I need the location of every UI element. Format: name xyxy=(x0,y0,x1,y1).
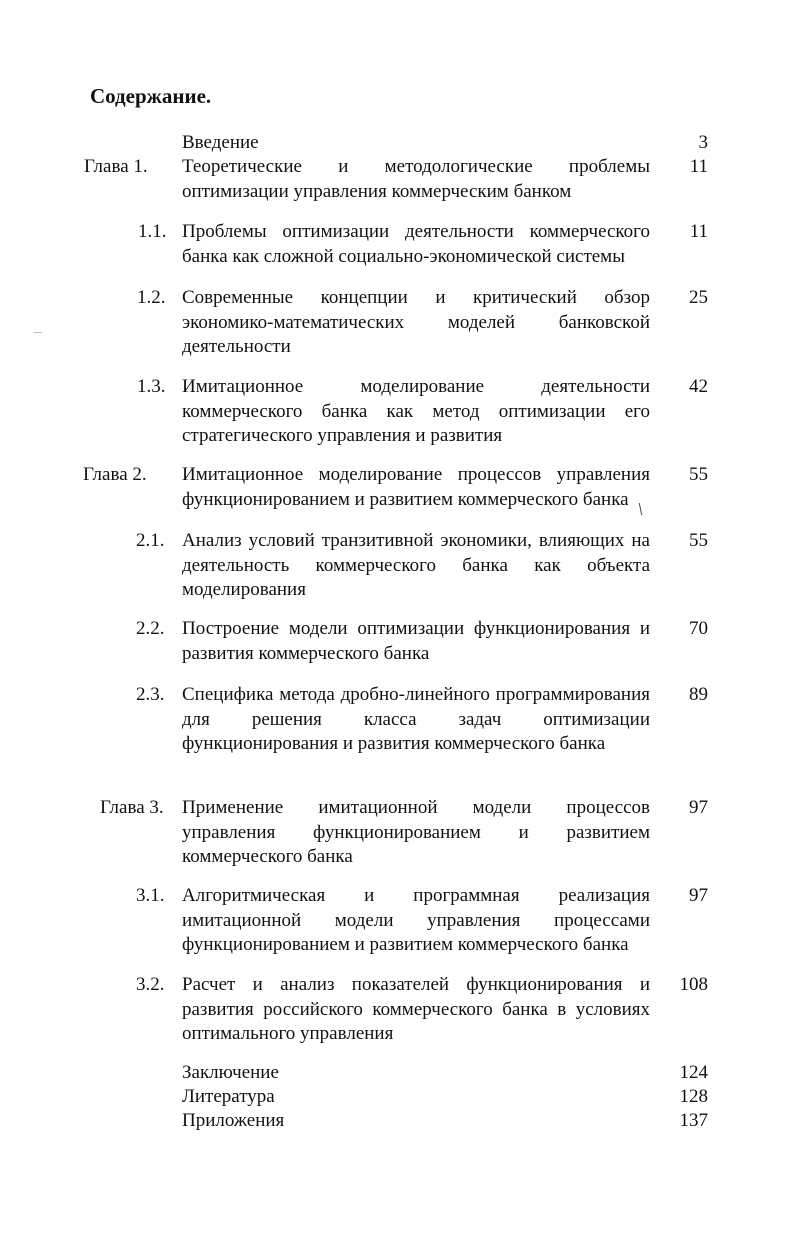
toc-entry-number: Глава 2. xyxy=(83,464,147,485)
toc-entry-title: Современные концепции и критический обзор экономико-математических моделей банковской деятельности xyxy=(182,287,650,357)
toc-entry-number: 2.2. xyxy=(136,618,165,639)
scan-artifact-mark xyxy=(34,332,42,333)
toc-entry-title: Заключение xyxy=(182,1062,279,1083)
toc-entry-number: 1.2. xyxy=(137,287,166,308)
toc-entry-title: Построение модели оптимизации функционирования и развития коммерческого банка xyxy=(182,618,650,664)
page-title: Содержание. xyxy=(90,84,212,108)
toc-entry-number: Глава 1. xyxy=(84,156,148,177)
toc-entry-title: Литература xyxy=(182,1086,275,1107)
toc-entry-page: 89 xyxy=(689,684,708,705)
toc-entry-number: 3.2. xyxy=(136,974,165,995)
toc-entry-page: 124 xyxy=(679,1062,708,1083)
toc-entry-page: 11 xyxy=(689,221,708,242)
toc-entry-title: Применение имитационной модели процессов управления функционированием и развитием коммерческого банка xyxy=(182,797,650,867)
toc-entry-page: 128 xyxy=(679,1086,708,1107)
toc-entry-title: Анализ условий транзитивной экономики, влияющих на деятельность коммерческого банка как объекта моделирования xyxy=(182,530,650,600)
toc-entry-title: Введение xyxy=(182,132,259,153)
toc-entry-title: Расчет и анализ показателей функционирования и развития российского коммерческого банка в условиях оптимального управления xyxy=(182,974,650,1044)
toc-entry-page: 3 xyxy=(698,132,708,153)
toc-entry-title: Проблемы оптимизации деятельности коммерческого банка как сложной социально-экономической системы xyxy=(182,221,650,267)
toc-entry-page: 55 xyxy=(689,464,708,485)
toc-entry-page: 97 xyxy=(689,885,708,906)
toc-entry-title: Имитационное моделирование деятельности коммерческого банка как метод оптимизации его стратегического управления и развития xyxy=(182,376,650,446)
toc-entry-number: 1.3. xyxy=(137,376,166,397)
toc-entry-number: 2.3. xyxy=(136,684,165,705)
toc-entry-page: 55 xyxy=(689,530,708,551)
toc-entry-title: Алгоритмическая и программная реализация имитационной модели управления процессами функционированием и развитием коммерческого банка xyxy=(182,885,650,955)
toc-entry-page: 70 xyxy=(689,618,708,639)
toc-entry-page: 42 xyxy=(689,376,708,397)
toc-entry-page: 25 xyxy=(689,287,708,308)
toc-entry-page: 97 xyxy=(689,797,708,818)
toc-entry-title: Специфика метода дробно-линейного программирования для решения класса задач оптимизации функционирования и развития коммерческого банка xyxy=(182,684,650,754)
toc-entry-page: 108 xyxy=(679,974,708,995)
toc-entry-number: Глава 3. xyxy=(100,797,164,818)
toc-entry-page: 11 xyxy=(689,156,708,177)
toc-entry-title: Теоретические и методологические проблемы оптимизации управления коммерческим банком xyxy=(182,156,650,202)
toc-entry-number: 3.1. xyxy=(136,885,165,906)
toc-entry-page: 137 xyxy=(679,1110,708,1131)
toc-entry-number: 2.1. xyxy=(136,530,165,551)
toc-entry-title: Имитационное моделирование процессов управления функционированием и развитием коммерческого банка xyxy=(182,464,650,510)
toc-entry-title: Приложения xyxy=(182,1110,285,1131)
toc-entry-number: 1.1. xyxy=(138,221,167,242)
